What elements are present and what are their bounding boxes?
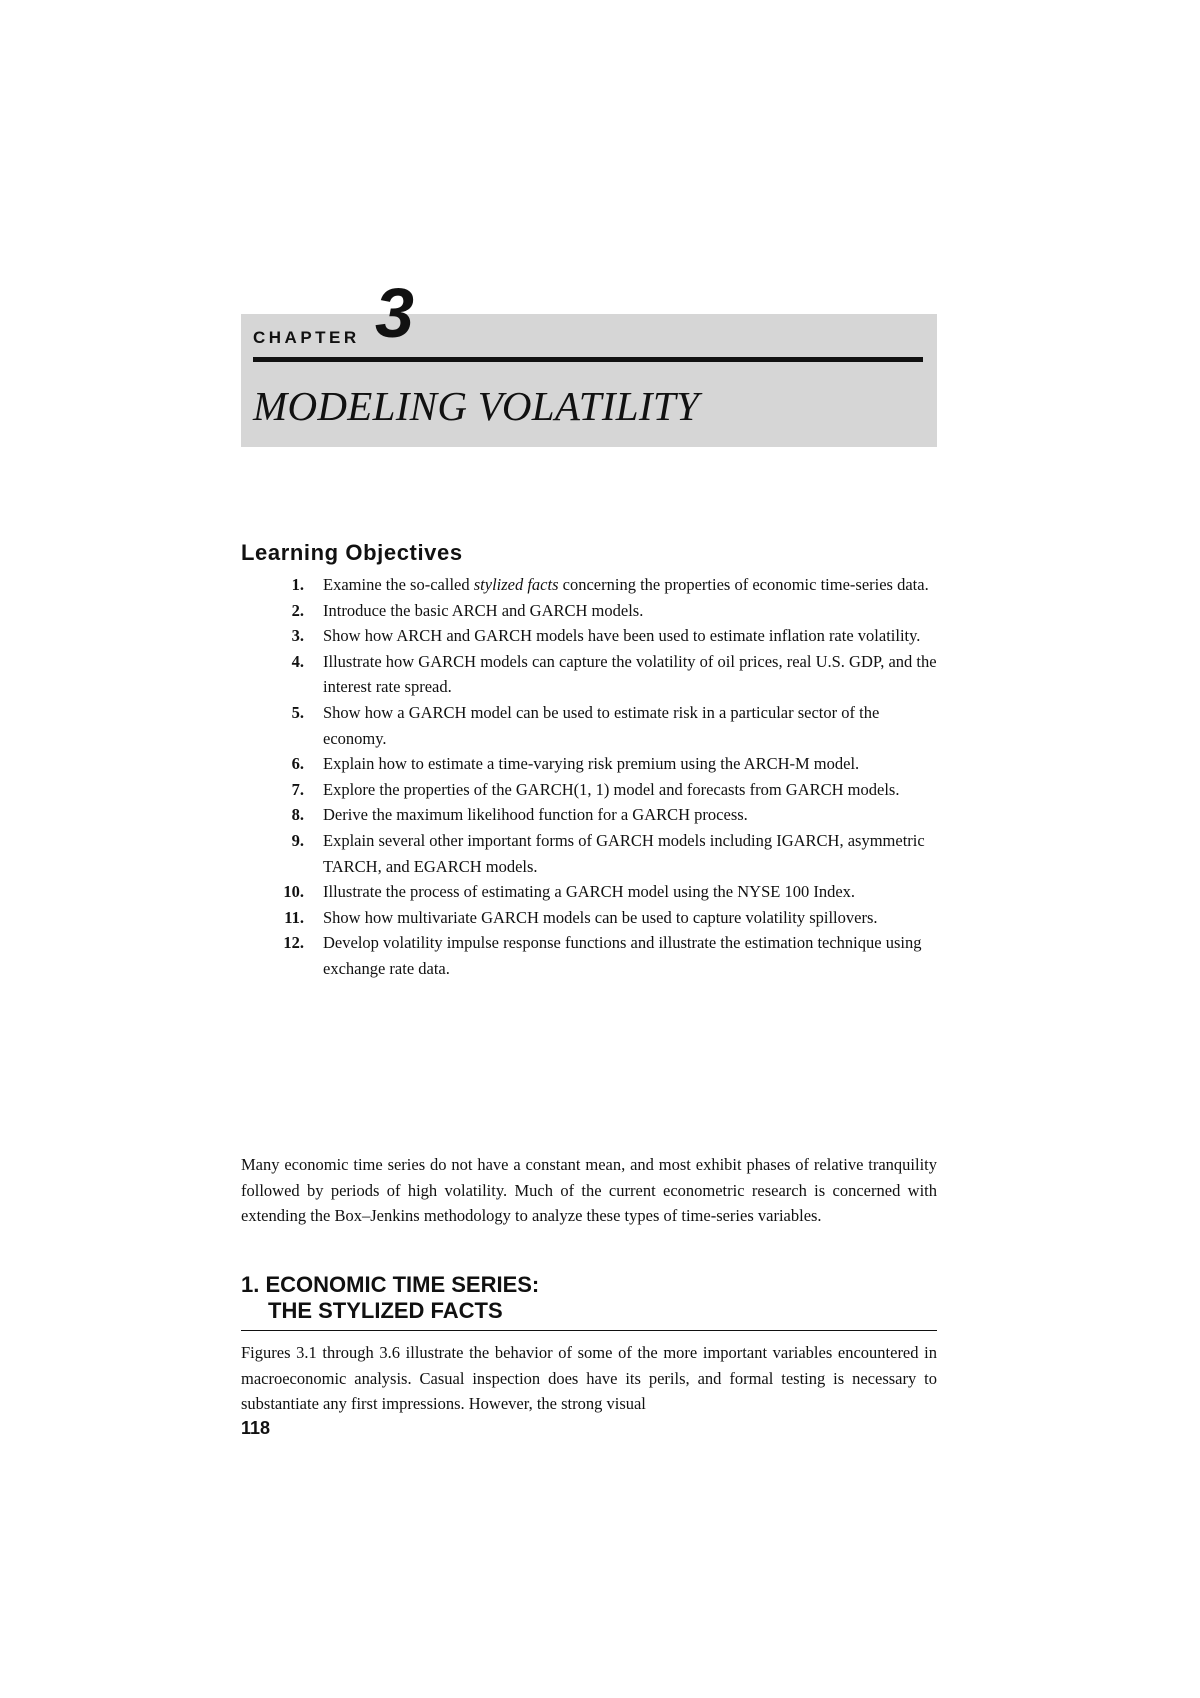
chapter-rule — [253, 357, 923, 362]
objective-text: concerning the properties of economic time-series data. — [558, 575, 929, 594]
objective-text: Explore the properties of the GARCH(1, 1) model and forecasts from GARCH models. — [323, 779, 900, 799]
page-number: 118 — [241, 1418, 271, 1438]
objective-item — [241, 905, 937, 931]
chapter-label: CHAPTER — [253, 328, 360, 347]
objective-number: 3. — [291, 626, 304, 646]
chapter-number: 3 — [375, 274, 414, 352]
section-heading-line1: 1. ECONOMIC TIME SERIES: — [241, 1272, 540, 1297]
objective-text: Derive the maximum likelihood function for a GARCH process. — [323, 805, 748, 825]
objective-item — [241, 700, 937, 751]
objective-item — [241, 777, 937, 803]
objective-text: Illustrate the process of estimating a GARCH model using the NYSE 100 Index. — [323, 882, 856, 902]
objective-item — [241, 879, 937, 905]
objective-item — [241, 572, 937, 598]
objective-number: 1. — [291, 575, 304, 594]
objective-item — [241, 930, 937, 981]
objective-text: Show how ARCH and GARCH models have been used to estimate inflation rate volatility. — [323, 626, 921, 646]
objective-item — [241, 649, 937, 700]
objective-number: 5. — [291, 702, 304, 722]
learning-objectives-list — [241, 572, 937, 982]
objective-text: Develop volatility impulse response functions and illustrate the estimation technique using exchange rate data. — [323, 933, 922, 978]
objective-number: 2. — [291, 600, 304, 620]
objective-number: 6. — [291, 754, 304, 774]
objective-number: 7. — [291, 779, 304, 799]
objective-item — [241, 751, 937, 777]
intro-paragraph: Many economic time series do not have a constant mean, and most exhibit phases of relative tranquility followed by periods of high volatility. Much of the current econometric research is concerned with extending the Box–Jenkins methodology to analyze these types of time-series variables. — [241, 1155, 937, 1226]
objective-text: Explain several other important forms of GARCH models including IGARCH, asymmetric TARCH, and EGARCH models. — [323, 830, 925, 876]
objective-text: Examine the so-called — [323, 575, 474, 594]
objective-number: 4. — [291, 651, 304, 671]
objective-number: 10. — [283, 882, 304, 902]
section-paragraph: Figures 3.1 through 3.6 illustrate the behavior of some of the more important variables encountered in macroeconomic analysis. Casual inspection does have its perils, and formal testing is necessary to substantiate any first impressions. However, the strong visual — [241, 1343, 937, 1414]
objective-text: Explain how to estimate a time-varying risk premium using the ARCH-M model. — [323, 754, 860, 774]
objective-number: 8. — [291, 805, 304, 825]
section-heading — [241, 1272, 937, 1331]
objective-text: Show how multivariate GARCH models can be used to capture volatility spillovers. — [323, 907, 878, 927]
objective-item — [241, 802, 937, 828]
objective-item — [241, 828, 937, 879]
learning-objectives-heading: Learning Objectives — [241, 540, 463, 565]
objective-text: Show how a GARCH model can be used to estimate risk in a particular sector of the economy. — [323, 702, 880, 748]
objective-text: Introduce the basic ARCH and GARCH models. — [323, 600, 644, 620]
chapter-header — [241, 274, 937, 447]
objective-text: Illustrate how GARCH models can capture the volatility of oil prices, real U.S. GDP, and the interest rate spread. — [323, 651, 937, 697]
objective-item — [241, 623, 937, 649]
objective-number: 12. — [283, 933, 304, 953]
chapter-title: MODELING VOLATILITY — [253, 383, 700, 429]
objective-number: 11. — [284, 907, 304, 927]
objective-text-emphasis: stylized facts — [473, 575, 559, 594]
section-heading-line2: THE STYLIZED FACTS — [268, 1298, 503, 1323]
objective-item — [241, 598, 937, 624]
objective-number: 9. — [291, 830, 304, 850]
